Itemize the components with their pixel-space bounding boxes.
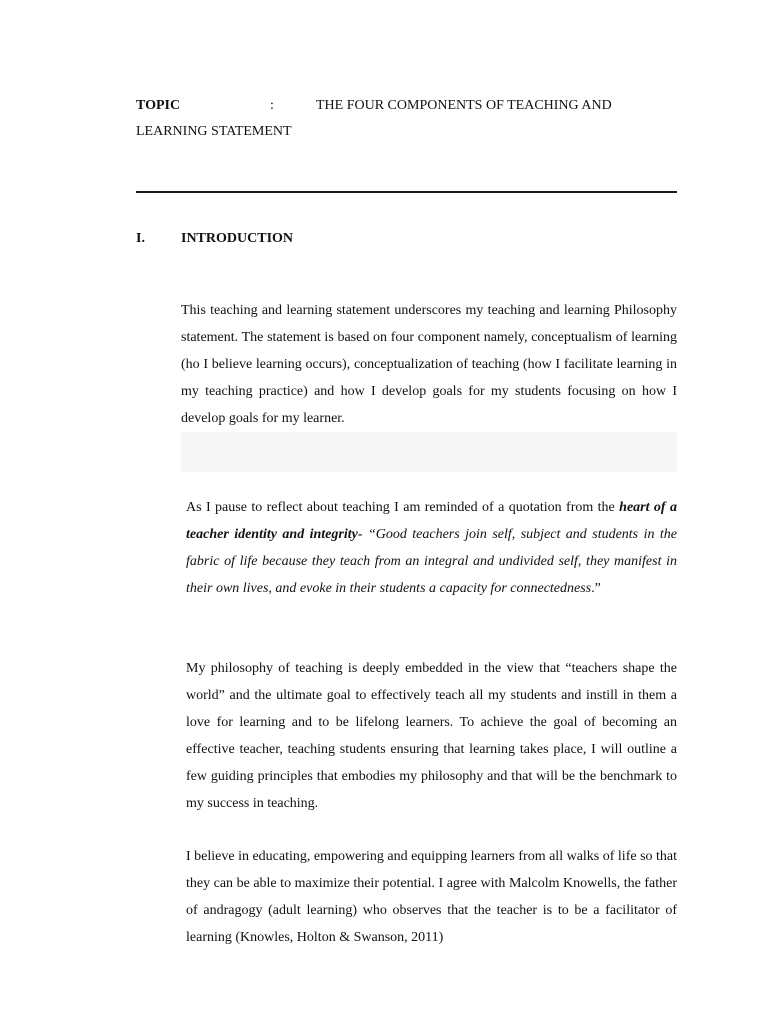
quotation-end: .” [591, 581, 601, 596]
paragraph-quotation [186, 494, 677, 602]
section-number: I. [136, 231, 145, 246]
topic-title: THE FOUR COMPONENTS OF TEACHING AND LEARNING STATEMENT [136, 98, 612, 139]
quotation-source-title: heart of a teacher identity and integrity- [186, 500, 677, 542]
topic-header [136, 93, 676, 145]
paragraph-beliefs: I believe in educating, empowering and equipping learners from all walks of life so that they can be able to maximize their potential. I agree with Malcolm Knowells, the father of andragogy (adult learning) who observes that the teacher is to be a facilitator of learning (Knowles, Holton & Swanson, 2011) [186, 849, 678, 945]
section-title: INTRODUCTION [181, 231, 294, 246]
shaded-background-band [181, 432, 677, 472]
topic-colon: : [270, 98, 274, 113]
paragraph-philosophy: My philosophy of teaching is deeply embedded in the view that “teachers shape the world” and the ultimate goal to effectively teach all my students and instill in them a love for learning and to be lifelong learners. To achieve the goal of becoming an effective teacher, teaching students ensuring that learning takes place, I will outline a few guiding principles that embodies my philosophy and that will be the benchmark to my success in teaching. [186, 661, 677, 811]
horizontal-rule [136, 191, 677, 193]
paragraph-intro: This teaching and learning statement underscores my teaching and learning Philosophy statement. The statement is based on four component namely, conceptualism of learning (ho I believe learning occurs), conceptualization of teaching (how I facilitate learning in my teaching practice) and how I develop goals for my students focusing on how I develop goals for my learner. [181, 303, 677, 426]
quotation-lead-text: As I pause to reflect about teaching I am reminded of a quotation from the [186, 500, 620, 515]
topic-label: TOPIC [136, 98, 181, 113]
quotation-text: “Good teachers join self, subject and students in the fabric of life because they teach from an integral and undivided self, they manifest in their own lives, and evoke in their students a capacity for connectedness [186, 527, 677, 596]
section-heading [136, 229, 293, 249]
